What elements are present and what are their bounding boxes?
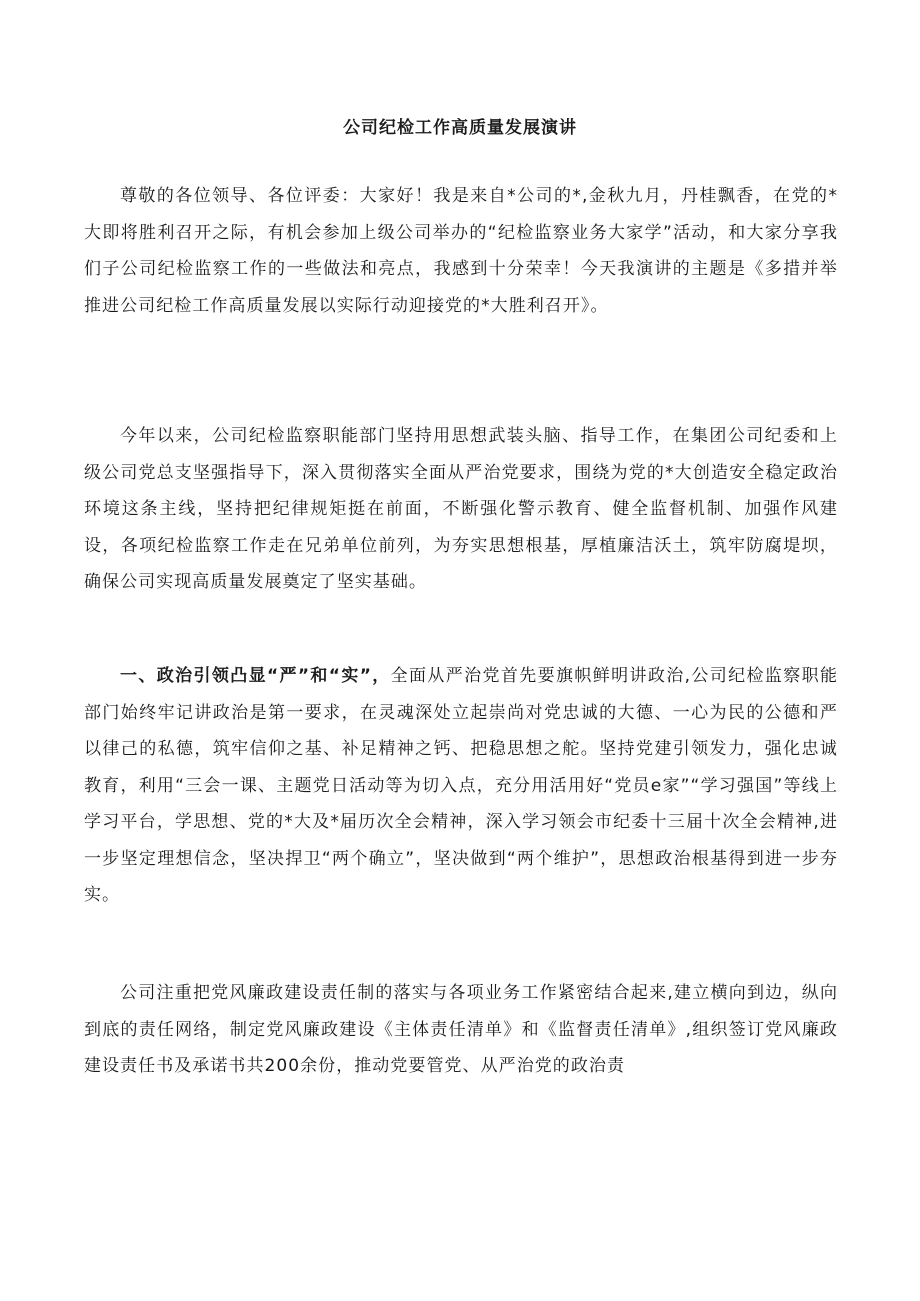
section-one-heading: 一、政治引领凸显“严”和“实”，	[120, 666, 391, 686]
paragraph-overview: 今年以来，公司纪检监察职能部门坚持用思想武装头脑、指导工作，在集团公司纪委和上级公司党总支坚强指导下，深入贯彻落实全面从严治党要求，围绕为党的*大创造安全稳定政治环境这条主线，坚持把纪律规矩挺在前面，不断强化警示教育、健全监督机制、加强作风建设，各项纪检监察工作走在兄弟单位前列，为夯实思想根基，厚植廉洁沃土，筑牢防腐堤坝，确保公司实现高质量发展奠定了坚实基础。	[84, 426, 838, 592]
paragraph-responsibility: 公司注重把党风廉政建设责任制的落实与各项业务工作紧密结合起来,建立横向到边，纵向到底的责任网络，制定党风廉政建设《主体责任清单》和《监督责任清单》,组织签订党风廉政建设责任书及承诺书共200余份，推动党要管党、从严治党的政治责	[84, 983, 838, 1076]
section-one-body: 全面从严治党首先要旗帜鲜明讲政治,公司纪检监察职能部门始终牢记讲政治是第一要求，在灵魂深处立起崇尚对党忠诚的大德、一心为民的公德和严以律己的私德，筑牢信仰之基、补足精神之钙、把稳思想之舵。坚持党建引领发力，强化忠诚教育，利用“三会一课、主题党日活动等为切入点，充分用活用好“党员e家”“学习强国”等线上学习平台，学思想、党的*大及*届历次全会精神，深入学习领会市纪委十三届十次全会精神,进一步坚定理想信念，坚决捍卫“两个确立”，坚决做到“两个维护”，思想政治根基得到进一步夯实。	[84, 666, 838, 905]
paragraph-opening: 尊敬的各位领导、各位评委：大家好！我是来自*公司的*,金秋九月，丹桂飘香，在党的*大即将胜利召开之际，有机会参加上级公司举办的“纪检监察业务大家学”活动，和大家分享我们子公司纪检监察工作的一些做法和亮点，我感到十分荣幸！今天我演讲的主题是《多措并举推进公司纪检工作高质量发展以实际行动迎接党的*大胜利召开》。	[84, 186, 838, 316]
paragraph-section-one	[84, 658, 838, 914]
document-title: 公司纪检工作高质量发展演讲	[343, 118, 577, 138]
